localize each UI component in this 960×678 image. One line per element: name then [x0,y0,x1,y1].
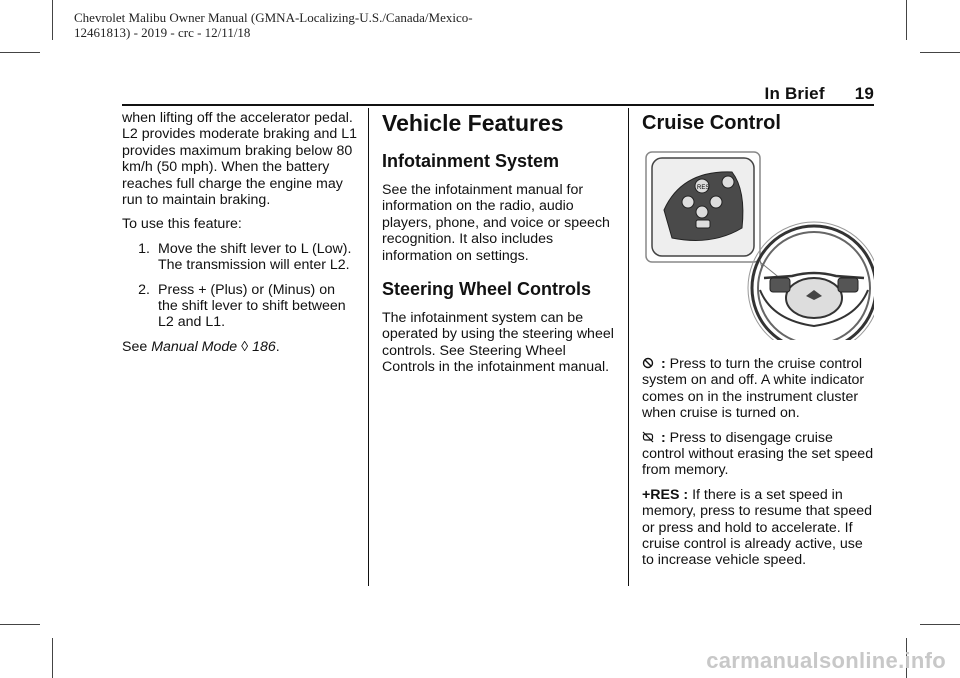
column-divider [628,108,629,586]
cruise-item-res [642,487,878,569]
column-2 [382,110,618,384]
step-number: 1. [138,240,150,257]
step-text: Move the shift lever to L (Low). The transmission will enter L2. [158,240,352,274]
item-text: If there is a set speed in memory, press to resume that speed or press and hold to accelerate. If cruise control is already active, use to increase vehicle speed. [642,486,872,569]
paragraph: The infotainment system can be operated by using the steering wheel controls. See Steering Wheel Controls in the infotainment manual. [382,310,614,376]
paragraph: when lifting off the accelerator pedal. L2 provides moderate braking and L1 provides maximum braking below 80 km/h (50 mph). When the battery reaches full charge the engine may run to maintain braking. [122,110,358,209]
crop-mark [0,624,40,625]
step-number: 2. [138,281,150,298]
step-text: Press + (Plus) or (Minus) on the shift lever to shift between L2 and L1. [158,281,346,331]
subsection-heading: Infotainment System [382,151,560,171]
res-label: RES [697,185,710,191]
page-number: 19 [854,84,874,103]
document-meta-header [74,10,473,40]
term-label: : [657,429,670,446]
crop-mark [920,52,960,53]
section-heading: Cruise Control [642,112,781,134]
section-heading: Vehicle Features [382,110,564,136]
column-1 [122,110,358,363]
section-title: In Brief [764,84,825,103]
column-divider [368,108,369,586]
paragraph: See the infotainment manual for information on the radio, audio players, phone, and voice or speech recognition. It also includes information on settings. [382,182,610,264]
watermark: carmanualsonline.info [706,648,946,673]
term-label: +RES : [642,486,693,503]
see-reference [122,339,358,355]
paragraph: To use this feature: [122,216,242,233]
see-suffix: . [275,338,280,355]
see-prefix: See [122,338,152,355]
crop-mark [906,0,907,40]
see-page[interactable]: 186 [252,338,276,355]
column-3 [642,110,878,577]
crop-mark [920,624,960,625]
cruise-on-off-icon [642,357,654,369]
item-text: Press to turn the cruise control system on and off. A white indicator comes on in the instrument cluster when cruise is turned on. [642,356,865,422]
list-item [122,241,358,274]
header-rule [122,104,874,106]
subsection-heading: Steering Wheel Controls [382,279,592,300]
cruise-cancel-icon [642,431,654,443]
page-ref-icon: ◊ [241,338,249,355]
steering-wheel-illustration [642,150,874,340]
page-header [765,84,874,104]
cruise-item-on-off [642,356,878,422]
see-link[interactable]: Manual Mode [151,338,238,355]
term-label: : [657,356,670,372]
item-text: Press to disengage cruise control without erasing the set speed from memory. [642,429,874,479]
meta-line-1: Chevrolet Malibu Owner Manual (GMNA-Localizing-U.S./Canada/Mexico- [74,10,473,25]
crop-mark [52,638,53,678]
list-item [122,282,358,331]
cruise-item-cancel [642,430,878,479]
crop-mark [52,0,53,40]
steering-wheel-figure [642,150,874,340]
crop-mark [0,52,40,53]
meta-line-2: 12461813) - 2019 - crc - 12/11/18 [74,25,251,40]
